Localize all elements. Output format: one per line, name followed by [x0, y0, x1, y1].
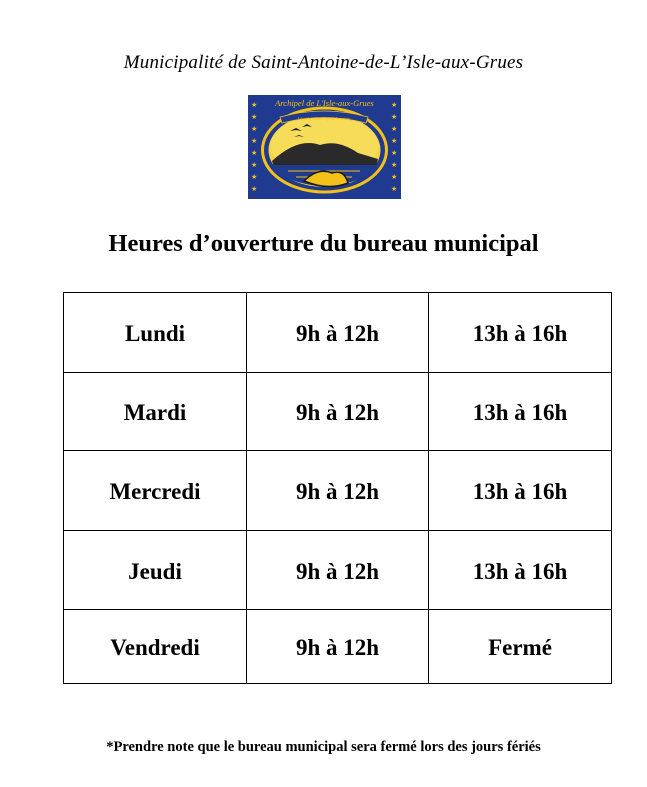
morning-hours-cell: 9h à 12h	[247, 451, 429, 531]
svg-text:★: ★	[391, 125, 398, 133]
table-row	[64, 451, 612, 531]
svg-text:★: ★	[391, 137, 398, 145]
table-row	[64, 610, 612, 684]
table-row	[64, 373, 612, 451]
day-cell: Mercredi	[64, 451, 247, 531]
svg-text:★: ★	[251, 137, 258, 145]
logo-banner-text: Là où la culture rejoint la nature	[297, 116, 351, 121]
svg-text:★: ★	[391, 113, 398, 121]
svg-text:★: ★	[251, 161, 258, 169]
day-cell: Mardi	[64, 373, 247, 451]
svg-text:★: ★	[391, 161, 398, 169]
municipality-header: Municipalité de Saint-Antoine-de-L’Isle-aux-Grues	[123, 52, 524, 73]
table-row	[64, 531, 612, 610]
afternoon-hours-cell: 13h à 16h	[429, 451, 612, 531]
afternoon-hours-cell: 13h à 16h	[429, 293, 612, 373]
morning-hours-cell: 9h à 12h	[247, 610, 429, 684]
morning-hours-cell: 9h à 12h	[247, 293, 429, 373]
page-title: Heures d’ouverture du bureau municipal	[108, 230, 539, 257]
afternoon-hours-cell: 13h à 16h	[429, 531, 612, 610]
afternoon-hours-cell: 13h à 16h	[429, 373, 612, 451]
day-cell: Jeudi	[64, 531, 247, 610]
svg-text:★: ★	[251, 185, 258, 193]
archipel-logo	[248, 95, 401, 199]
hours-table	[63, 292, 612, 684]
svg-text:★: ★	[251, 113, 258, 121]
svg-text:★: ★	[251, 125, 258, 133]
logo-arch-text: Archipel de L'Isle-aux-Grues	[275, 98, 374, 108]
day-cell: Lundi	[64, 293, 247, 373]
svg-text:★: ★	[391, 173, 398, 181]
holiday-note: *Prendre note que le bureau municipal sera fermé lors des jours fériés	[106, 739, 541, 755]
svg-text:★: ★	[391, 185, 398, 193]
svg-text:★: ★	[391, 101, 398, 109]
svg-text:★: ★	[251, 101, 258, 109]
day-cell: Vendredi	[64, 610, 247, 684]
morning-hours-cell: 9h à 12h	[247, 531, 429, 610]
table-row	[64, 293, 612, 373]
morning-hours-cell: 9h à 12h	[247, 373, 429, 451]
svg-text:★: ★	[251, 149, 258, 157]
svg-text:★: ★	[391, 149, 398, 157]
afternoon-hours-cell: Fermé	[429, 610, 612, 684]
svg-text:★: ★	[251, 173, 258, 181]
